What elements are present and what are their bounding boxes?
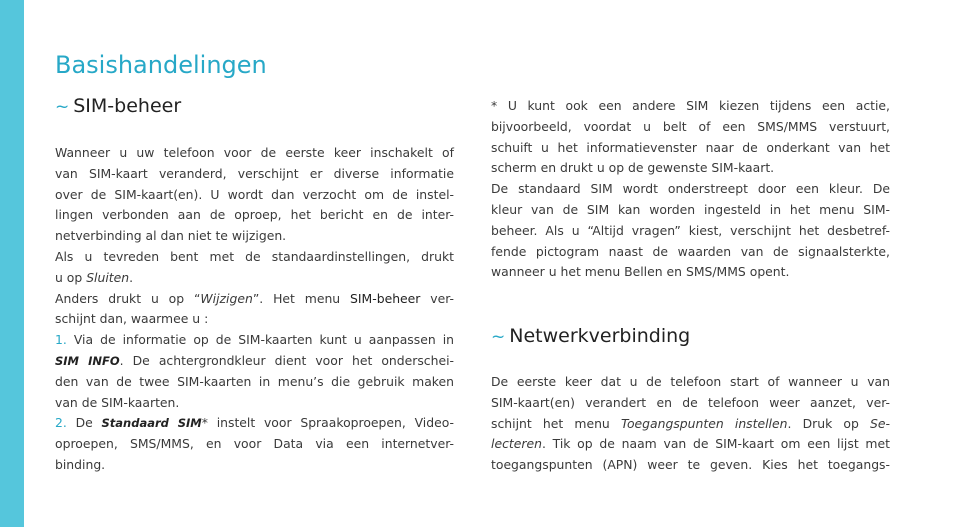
- text-run: * instelt voor Spraakoproepen, Video-: [201, 415, 454, 431]
- right-column-text: [491, 96, 890, 283]
- text-line: toegangspunten (APN) weer te geven. Kies het toegangs-: [491, 457, 890, 473]
- text-run: De: [66, 415, 102, 431]
- text-run: schijnt het menu: [491, 415, 621, 431]
- text-line: bijvoorbeeld, voordat u belt of een SMS/MMS verstuurt,: [491, 118, 890, 134]
- text-line: [491, 434, 890, 455]
- text-line: * U kunt ook een andere SIM kiezen tijdens een actie,: [491, 98, 890, 113]
- text-line: Als u tevreden bent met de standaardinstellingen, drukt: [55, 248, 454, 264]
- paragraph-standaard-sim: [491, 179, 890, 283]
- sidebar-accent-bar: [0, 0, 24, 527]
- text-line: wanneer u het menu Bellen en SMS/MMS opent.: [491, 264, 790, 280]
- text-run: . De achtergrondkleur dient voor het onderschei-: [119, 352, 455, 368]
- heading-tilde: ~: [55, 97, 70, 117]
- paragraph-andere-sim: [491, 96, 890, 179]
- selecteren-term: Se-: [870, 415, 890, 431]
- text-line: van SIM-kaart veranderd, verschijnt er diverse informatie: [55, 165, 454, 181]
- paragraph-intro: [55, 143, 454, 247]
- text-run: Via de informatie op de SIM-kaarten kunt u aanpassen in: [66, 332, 454, 348]
- wijzigen-term: Wijzigen: [200, 290, 253, 306]
- text-line: [55, 413, 454, 434]
- text-line: schuift u het informatievenster naar de onderkant van het: [491, 139, 890, 155]
- text-line: [55, 289, 454, 310]
- sim-info-term: SIM INFO: [55, 353, 120, 368]
- text-line: oproepen, SMS/MMS, en voor Data via een internetver-: [55, 436, 454, 452]
- heading-text: Netwerkverbinding: [509, 325, 691, 347]
- heading-text: SIM-beheer: [73, 95, 182, 117]
- text-line: binding.: [55, 456, 106, 472]
- page-title: Basishandelingen: [55, 51, 267, 79]
- text-run: Anders drukt u op “: [55, 290, 201, 306]
- section-heading-netwerkverbinding: [491, 325, 690, 347]
- text-line: [55, 351, 454, 372]
- toegangspunten-term: Toegangspunten instellen: [620, 415, 788, 431]
- text-line: fende pictogram naast de waarden van de signaalsterkte,: [491, 243, 890, 259]
- text-line: [491, 414, 890, 435]
- right-column-text-2: [491, 372, 890, 476]
- list-number: 2.: [55, 415, 67, 431]
- text-run: ”. Het menu: [252, 290, 351, 306]
- section-heading-sim-beheer: [55, 95, 181, 117]
- text-line: SIM-kaart(en) verandert en de telefoon weer aanzet, ver-: [491, 394, 890, 410]
- text-line: van de SIM-kaarten.: [55, 394, 180, 410]
- text-line: lingen verbonden aan de oproep, het bericht en de inter-: [55, 207, 454, 223]
- paragraph-tevreden: [55, 247, 454, 289]
- heading-tilde: ~: [491, 327, 506, 347]
- selecteren-term: lecteren: [491, 436, 542, 452]
- left-column-text: [55, 143, 454, 476]
- text-line: beheer. Als u “Altijd vragen” kiest, verschijnt het desbetref-: [491, 222, 890, 238]
- text-line: [55, 268, 454, 289]
- text-line: den van de twee SIM-kaarten in menu’s die gebruik maken: [55, 373, 454, 389]
- standaard-sim-term: Standaard SIM: [101, 416, 202, 431]
- text-run: . Tik op de naam van de SIM-kaart om een lijst met: [541, 436, 890, 452]
- list-item-2: [55, 413, 454, 475]
- text-line: Wanneer u uw telefoon voor de eerste keer inschakelt of: [55, 145, 454, 160]
- list-item-1: [55, 330, 454, 413]
- list-number: 1.: [55, 332, 67, 348]
- sluiten-term: Sluiten: [86, 269, 130, 285]
- text-run: ver-: [420, 290, 455, 306]
- text-line: scherm en drukt u op de gewenste SIM-kaart.: [491, 160, 775, 176]
- text-line: kleur van de SIM kan worden ingesteld in het menu SIM-: [491, 201, 890, 217]
- text-line: De eerste keer dat u de telefoon start of wanneer u van: [491, 374, 890, 389]
- text-line: [55, 330, 454, 351]
- paragraph-wijzigen: [55, 289, 454, 331]
- text-run: .: [129, 269, 134, 285]
- sim-beheer-term: SIM-beheer: [350, 290, 421, 306]
- text-run: . Druk op: [787, 415, 871, 431]
- text-run: u op: [55, 269, 87, 285]
- text-line: over de SIM-kaart(en). U wordt dan verzocht om de instel-: [55, 186, 454, 202]
- text-line: netverbinding al dan niet te wijzigen.: [55, 228, 287, 244]
- text-line: De standaard SIM wordt onderstreept door een kleur. De: [491, 181, 890, 197]
- text-line: schijnt dan, waarmee u :: [55, 311, 209, 327]
- paragraph-netwerk: [491, 372, 890, 476]
